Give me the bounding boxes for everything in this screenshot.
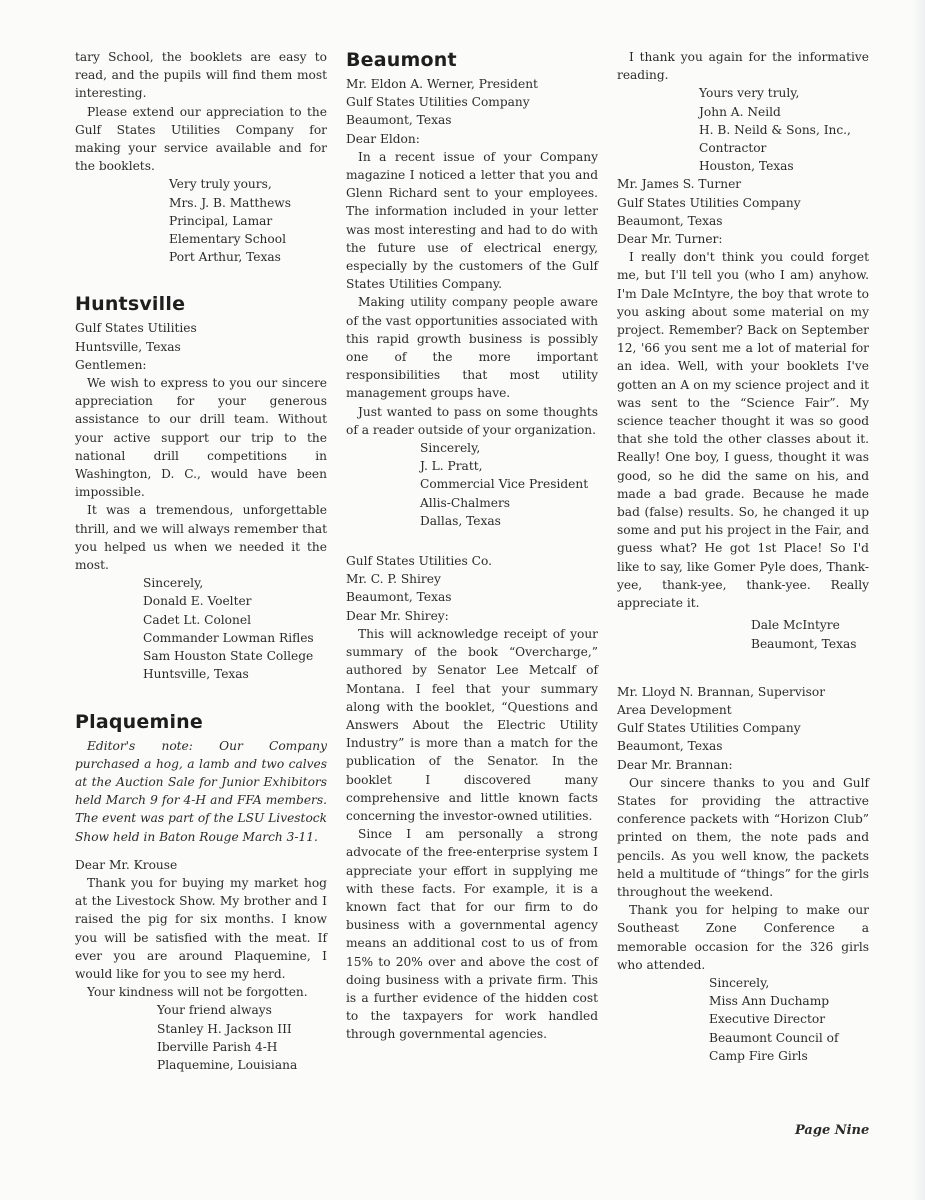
spacer — [617, 653, 869, 683]
address-line: Gulf States Utilities Co. — [346, 554, 492, 569]
spacer — [346, 530, 598, 552]
signer-title: Cadet Lt. Colonel — [143, 612, 251, 627]
signer-name: Dale McIntyre — [751, 618, 840, 633]
signer-location: Huntsville, Texas — [143, 667, 249, 682]
signer-name: J. L. Pratt, — [420, 459, 483, 474]
spacer — [75, 846, 327, 856]
signer-name: Donald E. Voelter — [143, 594, 252, 609]
paragraph: Thank you for helping to make our Southeast Zone Conference a memorable occasion for the 326 girls who attended. — [617, 903, 869, 972]
signer-title: Executive Director — [709, 1012, 826, 1027]
paragraph: Your kindness will not be forgotten. — [87, 985, 308, 1000]
signer-location: Beaumont, Texas — [751, 636, 857, 651]
section-plaquemine — [75, 710, 327, 1075]
address-line: Gulf States Utilities — [75, 321, 197, 336]
column-3 — [617, 48, 869, 1065]
signer-location: Dallas, Texas — [420, 513, 501, 528]
paragraph: Our sincere thanks to you and Gulf States for providing the attractive conference packets with “Horizon Club” printed on them, the note pads and pencils. As you well know, the packets held a multitude of “things” for the girls throughout the weekend. — [617, 775, 869, 899]
editors-note-label: Editor's note: — [87, 738, 193, 753]
letter-turner — [617, 175, 869, 652]
closing: Sincerely, — [709, 975, 770, 990]
closing: Sincerely, — [143, 576, 204, 591]
paragraph: I thank you again for the informative reading. — [617, 50, 869, 83]
paragraph: We wish to express to you our sincere appreciation for your generous assistance to our drill team. Without your active support our trip to the national drill competitions in Washington, D. C., would have been impossible. — [75, 376, 327, 500]
paragraph: It was a tremendous, unforgettable thrill, and we will always remember that you helped us when we needed it the most. — [75, 503, 327, 573]
signer-org: Beaumont Council of — [709, 1030, 839, 1045]
section-huntsville — [75, 292, 327, 683]
signer-org: Allis-Chalmers — [420, 495, 511, 510]
paragraph: Just wanted to pass on some thoughts of a reader outside of your organization. — [346, 404, 598, 437]
signer-title: Contractor — [699, 141, 767, 156]
signer-name: John A. Neild — [699, 104, 781, 119]
salutation: Dear Mr. Brannan: — [617, 757, 733, 772]
salutation: Dear Eldon: — [346, 131, 420, 146]
signature-block — [617, 616, 869, 652]
signature-block — [75, 175, 327, 266]
salutation: Dear Mr. Shirey: — [346, 608, 449, 623]
letter-lamar-continued — [75, 48, 327, 266]
signer-location: Houston, Texas — [699, 159, 794, 174]
signer-location: Plaquemine, Louisiana — [157, 1057, 298, 1072]
paragraph: I really don't think you could forget me, but I'll tell you (who I am) anyhow. I'm Dale McIntyre, the boy that wrote to you asking about some material on my project. Remember? Back on September 12, '66 you sent me a lot of material for an idea. Well, with your booklets I've gotten an A on my science project and it was sent to the “Science Fair”. My science teacher thought it was so good that she told the other classes about it. Really! One boy, I guess, thought it was good, so he did the same on his, and made a bad grade. Because he made bad (false) results. So, he changed it up some and put his project in the Fair, and guess what? He got 1st Place! So I'd like to say, like Gomer Pyle does, Thank-yee, thank-yee, thank-yee. Really appreciate it. — [617, 250, 869, 611]
letter-shirey — [346, 552, 598, 1043]
address-line: Area Development — [617, 702, 732, 717]
signer-title: Commercial Vice President — [420, 477, 589, 492]
address-line: Beaumont, Texas — [346, 590, 452, 605]
section-beaumont — [346, 48, 598, 1044]
letter-werner — [346, 75, 598, 530]
address-line: Mr. C. P. Shirey — [346, 572, 441, 587]
signature-block — [617, 974, 869, 1065]
closing: Your friend always — [157, 1003, 272, 1018]
signer-location: Port Arthur, Texas — [169, 250, 281, 265]
column-1 — [75, 48, 327, 1074]
signer-org: Camp Fire Girls — [709, 1048, 808, 1063]
address-line: Gulf States Utilities Company — [617, 195, 801, 210]
signer-org: Elementary School — [169, 232, 286, 247]
spacer — [75, 266, 327, 292]
address-line: Gulf States Utilities Company — [346, 95, 530, 110]
address-line: Beaumont, Texas — [617, 739, 723, 754]
column-2 — [346, 48, 598, 1044]
paragraph: Please extend our appreciation to the Gulf States Utilities Company for making your service available and for the booklets. — [75, 104, 327, 174]
signature-block — [617, 84, 869, 175]
page-edge-shadow — [911, 0, 925, 1200]
paragraph: Making utility company people aware of the vast opportunities associated with this rapid growth business is possibly one of the more important responsibilities that most utility management groups have. — [346, 295, 598, 401]
paragraph: tary School, the booklets are easy to read, and the pupils will find them most interesting. — [75, 50, 327, 101]
signer-org: Commander Lowman Rifles — [143, 630, 314, 645]
section-heading: Huntsville — [75, 293, 186, 316]
section-heading: Plaquemine — [75, 710, 203, 733]
page-number: Page Nine — [795, 1123, 870, 1138]
signer-org: Iberville Parish 4-H — [157, 1039, 278, 1054]
address-line: Beaumont, Texas — [346, 113, 452, 128]
editors-note — [75, 737, 327, 846]
closing: Yours very truly, — [699, 86, 800, 101]
letter-shirey-continued — [617, 48, 869, 175]
signer-org: H. B. Neild & Sons, Inc., — [699, 122, 851, 137]
address-line: Mr. Lloyd N. Brannan, Supervisor — [617, 684, 826, 699]
signer-name: Mrs. J. B. Matthews — [169, 195, 291, 210]
closing: Very truly yours, — [169, 177, 272, 192]
address-line: Mr. Eldon A. Werner, President — [346, 77, 538, 91]
signer-title: Principal, Lamar — [169, 213, 273, 228]
address-line: Huntsville, Texas — [75, 339, 181, 354]
section-heading: Beaumont — [346, 49, 457, 71]
salutation: Dear Mr. Turner: — [617, 232, 723, 247]
salutation: Gentlemen: — [75, 357, 147, 372]
paragraph: Thank you for buying my market hog at the Livestock Show. My brother and I raised the pig for six months. I know you will be satisfied with the meat. If ever you are around Plaquemine, I would like for you to see my herd. — [75, 875, 327, 981]
signature-block — [75, 574, 327, 683]
signer-org: Sam Houston State College — [143, 649, 314, 664]
letter-brannan — [617, 683, 869, 1065]
signer-name: Miss Ann Duchamp — [709, 994, 830, 1009]
address-line: Gulf States Utilities Company — [617, 721, 801, 736]
salutation: Dear Mr. Krouse — [75, 857, 178, 872]
paragraph: This will acknowledge receipt of your summary of the book “Overcharge,” authored by Senator Lee Metcalf of Montana. I feel that your summary along with the booklet, “Questions and Answers About the Electric Utility Industry” is more than a match for the publication of the Senator. In the booklet I discovered many comprehensive and little known facts concerning the investor-owned utilities. — [346, 626, 598, 823]
address-line: Beaumont, Texas — [617, 213, 723, 228]
address-line: Mr. James S. Turner — [617, 177, 742, 192]
paragraph: In a recent issue of your Company magazine I noticed a letter that you and Glenn Richard sent to your employees. The information included in your letter was most interesting and had to do with the future use of electrical energy, especially by the customers of the Gulf States Utilities Company. — [346, 149, 598, 292]
signature-block — [75, 1001, 327, 1074]
signer-name: Stanley H. Jackson III — [157, 1021, 292, 1036]
paragraph: Since I am personally a strong advocate of the free-enterprise system I appreciate your effort in supplying me with these facts. For example, it is a known fact that for our firm to do business with a governmental agency means an additional cost to us of from 15% to 20% over and above the cost of doing business with a private firm. This is a further evidence of the hidden cost to the taxpayers for work handled through governmental agencies. — [346, 827, 598, 1042]
signature-block — [346, 439, 598, 530]
spacer — [75, 684, 327, 710]
editors-note-text: Our Company purchased a hog, a lamb and two calves at the Auction Sale for Junior Exhibitors held March 9 for 4-H and FFA members. The event was part of the LSU Livestock Show held in Baton Rouge March 3-11. — [75, 738, 328, 844]
closing: Sincerely, — [420, 441, 481, 456]
